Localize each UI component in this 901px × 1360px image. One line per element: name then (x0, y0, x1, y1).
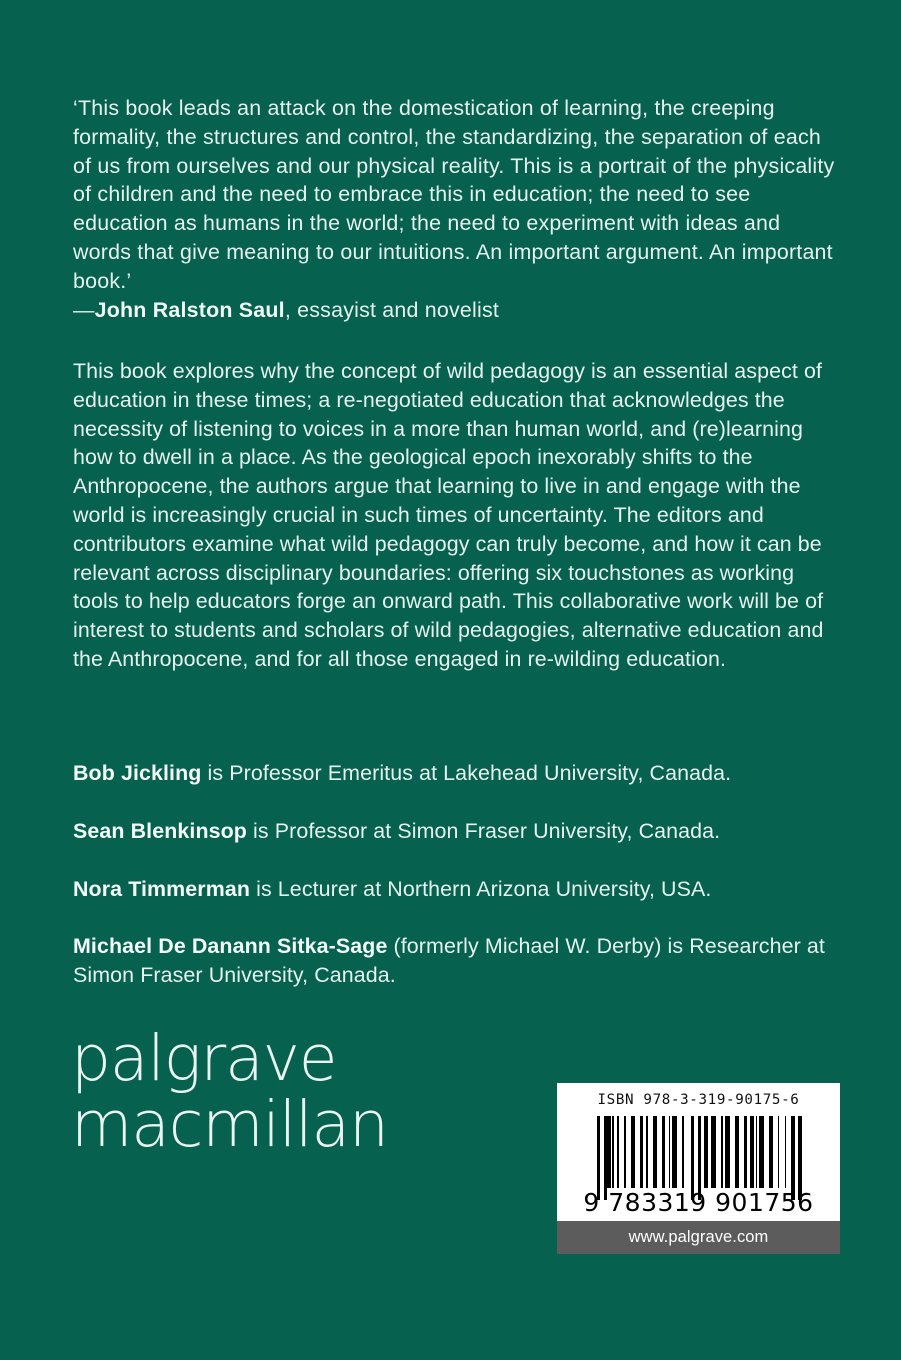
author-affiliation: is Professor Emeritus at Lakehead University, Canada. (201, 761, 732, 785)
publisher-website: www.palgrave.com (557, 1221, 840, 1254)
author-bios (73, 759, 863, 990)
blurb-quote: ‘This book leads an attack on the domestication of learning, the creeping formality, the structures and control, the standardizing, the separation of each of us from ourselves and our physical reality. This is a portrait of the physicality of children and the need to embrace this in education; the need to see education as humans in the world; the need to experiment with ideas and words that give meaning to our intuitions. An important argument. An important book.’ (73, 96, 835, 293)
publisher-logo-line-palgrave: palgrave (71, 1022, 337, 1095)
author-name: Michael De Danann Sitka-Sage (73, 934, 388, 959)
bio-item (73, 817, 863, 846)
barcode-bars-icon (597, 1116, 802, 1188)
book-description: This book explores why the concept of wild pedagogy is an essential aspect of education in these times; a re-negotiated education that acknowledges the necessity of listening to voices in a more than human world, and (re)learning how to dwell in a place. As the geological epoch inexorably shifts to the Anthropocene, the authors argue that learning to live in and engage with the world is increasingly crucial in such times of uncertainty. The editors and contributors examine what wild pedagogy can truly become, and how it can be relevant across disciplinary boundaries: offering six touchstones as working tools to help educators forge an onward path. This collaborative work will be of interest to students and scholars of wild pedagogies, alternative education and the Anthropocene, and for all those engaged in re-wilding education. (73, 359, 824, 671)
isbn-barcode-block (557, 1083, 840, 1254)
author-name: Nora Timmerman (73, 876, 251, 901)
author-affiliation: (formerly Michael W. Derby) is Researcher at Simon Fraser University, Canada. (73, 934, 825, 988)
blurb-attribution (73, 296, 835, 325)
author-name: Bob Jickling (73, 761, 202, 785)
attribution-name: John Ralston Saul (94, 297, 285, 322)
author-name: Sean Blenkinsop (73, 818, 247, 843)
attribution-dash: — (73, 297, 95, 322)
ean-digits: 9 783319 901756 (583, 1188, 814, 1217)
author-affiliation: is Lecturer at Northern Arizona University, USA. (250, 876, 712, 901)
bio-item (73, 875, 863, 904)
attribution-role: , essayist and novelist (284, 297, 500, 322)
isbn-label: ISBN 978-3-319-90175-6 (597, 1092, 800, 1108)
barcode-area (557, 1083, 840, 1221)
author-affiliation: is Professor at Simon Fraser University, Canada. (246, 818, 721, 843)
publisher-logo (71, 1022, 388, 1161)
bio-item (73, 932, 863, 990)
bio-item (73, 759, 863, 788)
blurb-section (73, 94, 835, 324)
publisher-logo-line-macmillan: macmillan (71, 1088, 388, 1161)
